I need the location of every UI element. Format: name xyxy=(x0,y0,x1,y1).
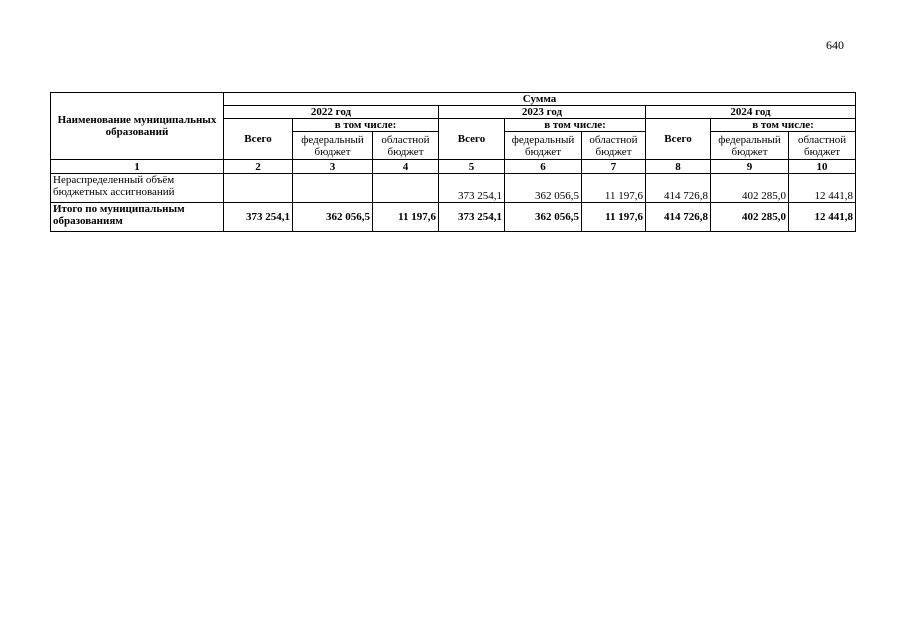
cell-value: 11 197,6 xyxy=(582,174,646,203)
cell-value: 362 056,5 xyxy=(505,203,582,232)
page-number: 640 xyxy=(826,38,844,52)
cell-value: 12 441,8 xyxy=(789,174,856,203)
cell-value: 373 254,1 xyxy=(439,174,505,203)
table-row xyxy=(51,174,856,203)
column-number-row xyxy=(51,160,856,174)
header-year-2023: 2023 год xyxy=(439,106,646,119)
header-total-2022: Всего xyxy=(224,119,293,160)
cell-value xyxy=(373,174,439,203)
header-year-2022: 2022 год xyxy=(224,106,439,119)
column-number: 10 xyxy=(789,160,856,174)
header-federal-2022: федеральный бюджет xyxy=(293,132,373,160)
column-number: 9 xyxy=(711,160,789,174)
cell-value: 402 285,0 xyxy=(711,203,789,232)
column-number: 3 xyxy=(293,160,373,174)
column-number: 7 xyxy=(582,160,646,174)
column-number: 5 xyxy=(439,160,505,174)
header-including-2024: в том числе: xyxy=(711,119,856,132)
table-row-total xyxy=(51,203,856,232)
header-regional-2023: областной бюджет xyxy=(582,132,646,160)
header-regional-2022: областной бюджет xyxy=(373,132,439,160)
column-number: 4 xyxy=(373,160,439,174)
row-name: Итого по муниципальным образованиям xyxy=(51,203,224,232)
cell-value: 12 441,8 xyxy=(789,203,856,232)
header-federal-2024: федеральный бюджет xyxy=(711,132,789,160)
cell-value xyxy=(224,174,293,203)
header-year-2024: 2024 год xyxy=(646,106,856,119)
header-sum: Сумма xyxy=(224,93,856,106)
budget-table xyxy=(50,92,856,232)
cell-value: 373 254,1 xyxy=(439,203,505,232)
header-including-2022: в том числе: xyxy=(293,119,439,132)
cell-value: 362 056,5 xyxy=(505,174,582,203)
cell-value: 362 056,5 xyxy=(293,203,373,232)
cell-value: 11 197,6 xyxy=(582,203,646,232)
cell-value: 414 726,8 xyxy=(646,174,711,203)
header-federal-2023: федеральный бюджет xyxy=(505,132,582,160)
cell-value: 402 285,0 xyxy=(711,174,789,203)
column-number: 2 xyxy=(224,160,293,174)
header-total-2024: Всего xyxy=(646,119,711,160)
header-regional-2024: областной бюджет xyxy=(789,132,856,160)
header-total-2023: Всего xyxy=(439,119,505,160)
cell-value xyxy=(293,174,373,203)
cell-value: 373 254,1 xyxy=(224,203,293,232)
cell-value: 11 197,6 xyxy=(373,203,439,232)
header-including-2023: в том числе: xyxy=(505,119,646,132)
column-number: 6 xyxy=(505,160,582,174)
cell-value: 414 726,8 xyxy=(646,203,711,232)
header-name-column: Наименование муниципальных образований xyxy=(51,93,224,160)
row-name: Нераспределенный объём бюджетных ассигнований xyxy=(51,174,224,203)
column-number: 8 xyxy=(646,160,711,174)
column-number: 1 xyxy=(51,160,224,174)
